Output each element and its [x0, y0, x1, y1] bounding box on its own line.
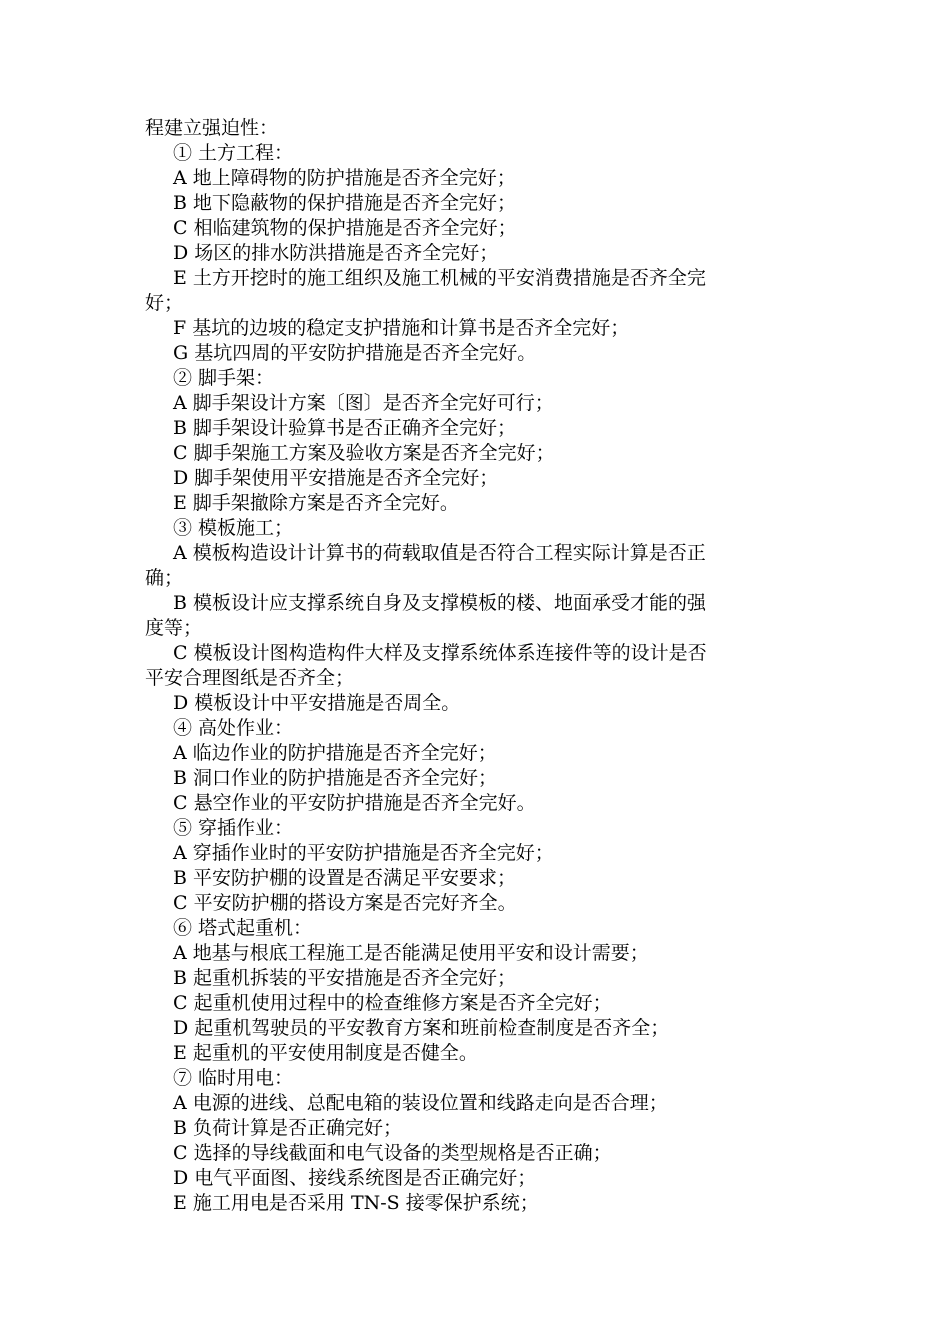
text-line: C 脚手架施工方案及验收方案是否齐全完好； — [173, 442, 555, 464]
text-line: B 脚手架设计验算书是否正确齐全完好； — [173, 417, 517, 439]
text-line: D 模板设计中平安措施是否周全。 — [173, 692, 461, 714]
text-line: B 负荷计算是否正确完好； — [173, 1117, 403, 1139]
text-line: B 起重机拆装的平安措施是否齐全完好； — [173, 967, 517, 989]
text-line: G 基坑四周的平安防护措施是否齐全完好。 — [173, 342, 537, 364]
text-line: F 基坑的边坡的稳定支护措施和计算书是否齐全完好； — [173, 317, 630, 339]
text-line: C 平安防护棚的搭设方案是否完好齐全。 — [173, 892, 517, 914]
text-line: A 模板构造设计计算书的荷载取值是否符合工程实际计算是否正 — [173, 542, 706, 564]
text-line: C 选择的导线截面和电气设备的类型规格是否正确； — [173, 1142, 612, 1164]
text-line: B 地下隐蔽物的保护措施是否齐全完好； — [173, 192, 517, 214]
text-line: D 电气平面图、接线系统图是否正确完好； — [173, 1167, 537, 1189]
text-line: A 电源的进线、总配电箱的装设位置和线路走向是否合理； — [173, 1092, 668, 1114]
text-line: B 洞口作业的防护措施是否齐全完好； — [173, 767, 498, 789]
text-line: C 起重机使用过程中的检查维修方案是否齐全完好； — [173, 992, 612, 1014]
text-line: E 土方开挖时的施工组织及施工机械的平安消费措施是否齐全完 — [173, 267, 706, 289]
text-line: E 施工用电是否采用 TN-S 接零保护系统； — [173, 1192, 539, 1214]
text-line: ⑥ 塔式起重机： — [173, 917, 313, 939]
text-line: ② 脚手架： — [173, 367, 275, 389]
text-line: 好； — [145, 292, 184, 314]
text-line: 度等； — [145, 617, 203, 639]
text-line: 平安合理图纸是否齐全； — [145, 667, 355, 689]
text-line: ⑤ 穿插作业： — [173, 817, 294, 839]
text-line: D 起重机驾驶员的平安教育方案和班前检查制度是否齐全； — [173, 1017, 670, 1039]
text-line: D 脚手架使用平安措施是否齐全完好； — [173, 467, 499, 489]
text-line: B 平安防护棚的设置是否满足平安要求； — [173, 867, 517, 889]
text-line: 确； — [145, 567, 184, 589]
text-line: A 临边作业的防护措施是否齐全完好； — [173, 742, 497, 764]
text-line: C 悬空作业的平安防护措施是否齐全完好。 — [173, 792, 536, 814]
text-line: A 地基与根底工程施工是否能满足使用平安和设计需要； — [173, 942, 649, 964]
text-line: ① 土方工程： — [173, 142, 294, 164]
text-line: 程建立强迫性： — [145, 117, 279, 139]
text-line: E 起重机的平安使用制度是否健全。 — [173, 1042, 478, 1064]
text-line: ④ 高处作业： — [173, 717, 294, 739]
document-body — [145, 116, 810, 1216]
text-line: ③ 模板施工； — [173, 517, 294, 539]
text-line: E 脚手架撤除方案是否齐全完好。 — [173, 492, 459, 514]
text-line: A 穿插作业时的平安防护措施是否齐全完好； — [173, 842, 554, 864]
text-line: D 场区的排水防洪措施是否齐全完好； — [173, 242, 499, 264]
text-line: ⑦ 临时用电： — [173, 1067, 294, 1089]
text-line: B 模板设计应支撑系统自身及支撑模板的楼、地面承受才能的强 — [173, 592, 707, 614]
text-line: C 模板设计图构造构件大样及支撑系统体系连接件等的设计是否 — [173, 642, 707, 664]
text-line: A 地上障碍物的防护措施是否齐全完好； — [173, 167, 516, 189]
text-line: A 脚手架设计方案〔图〕是否齐全完好可行； — [173, 392, 554, 414]
text-line: C 相临建筑物的保护措施是否齐全完好； — [173, 217, 517, 239]
